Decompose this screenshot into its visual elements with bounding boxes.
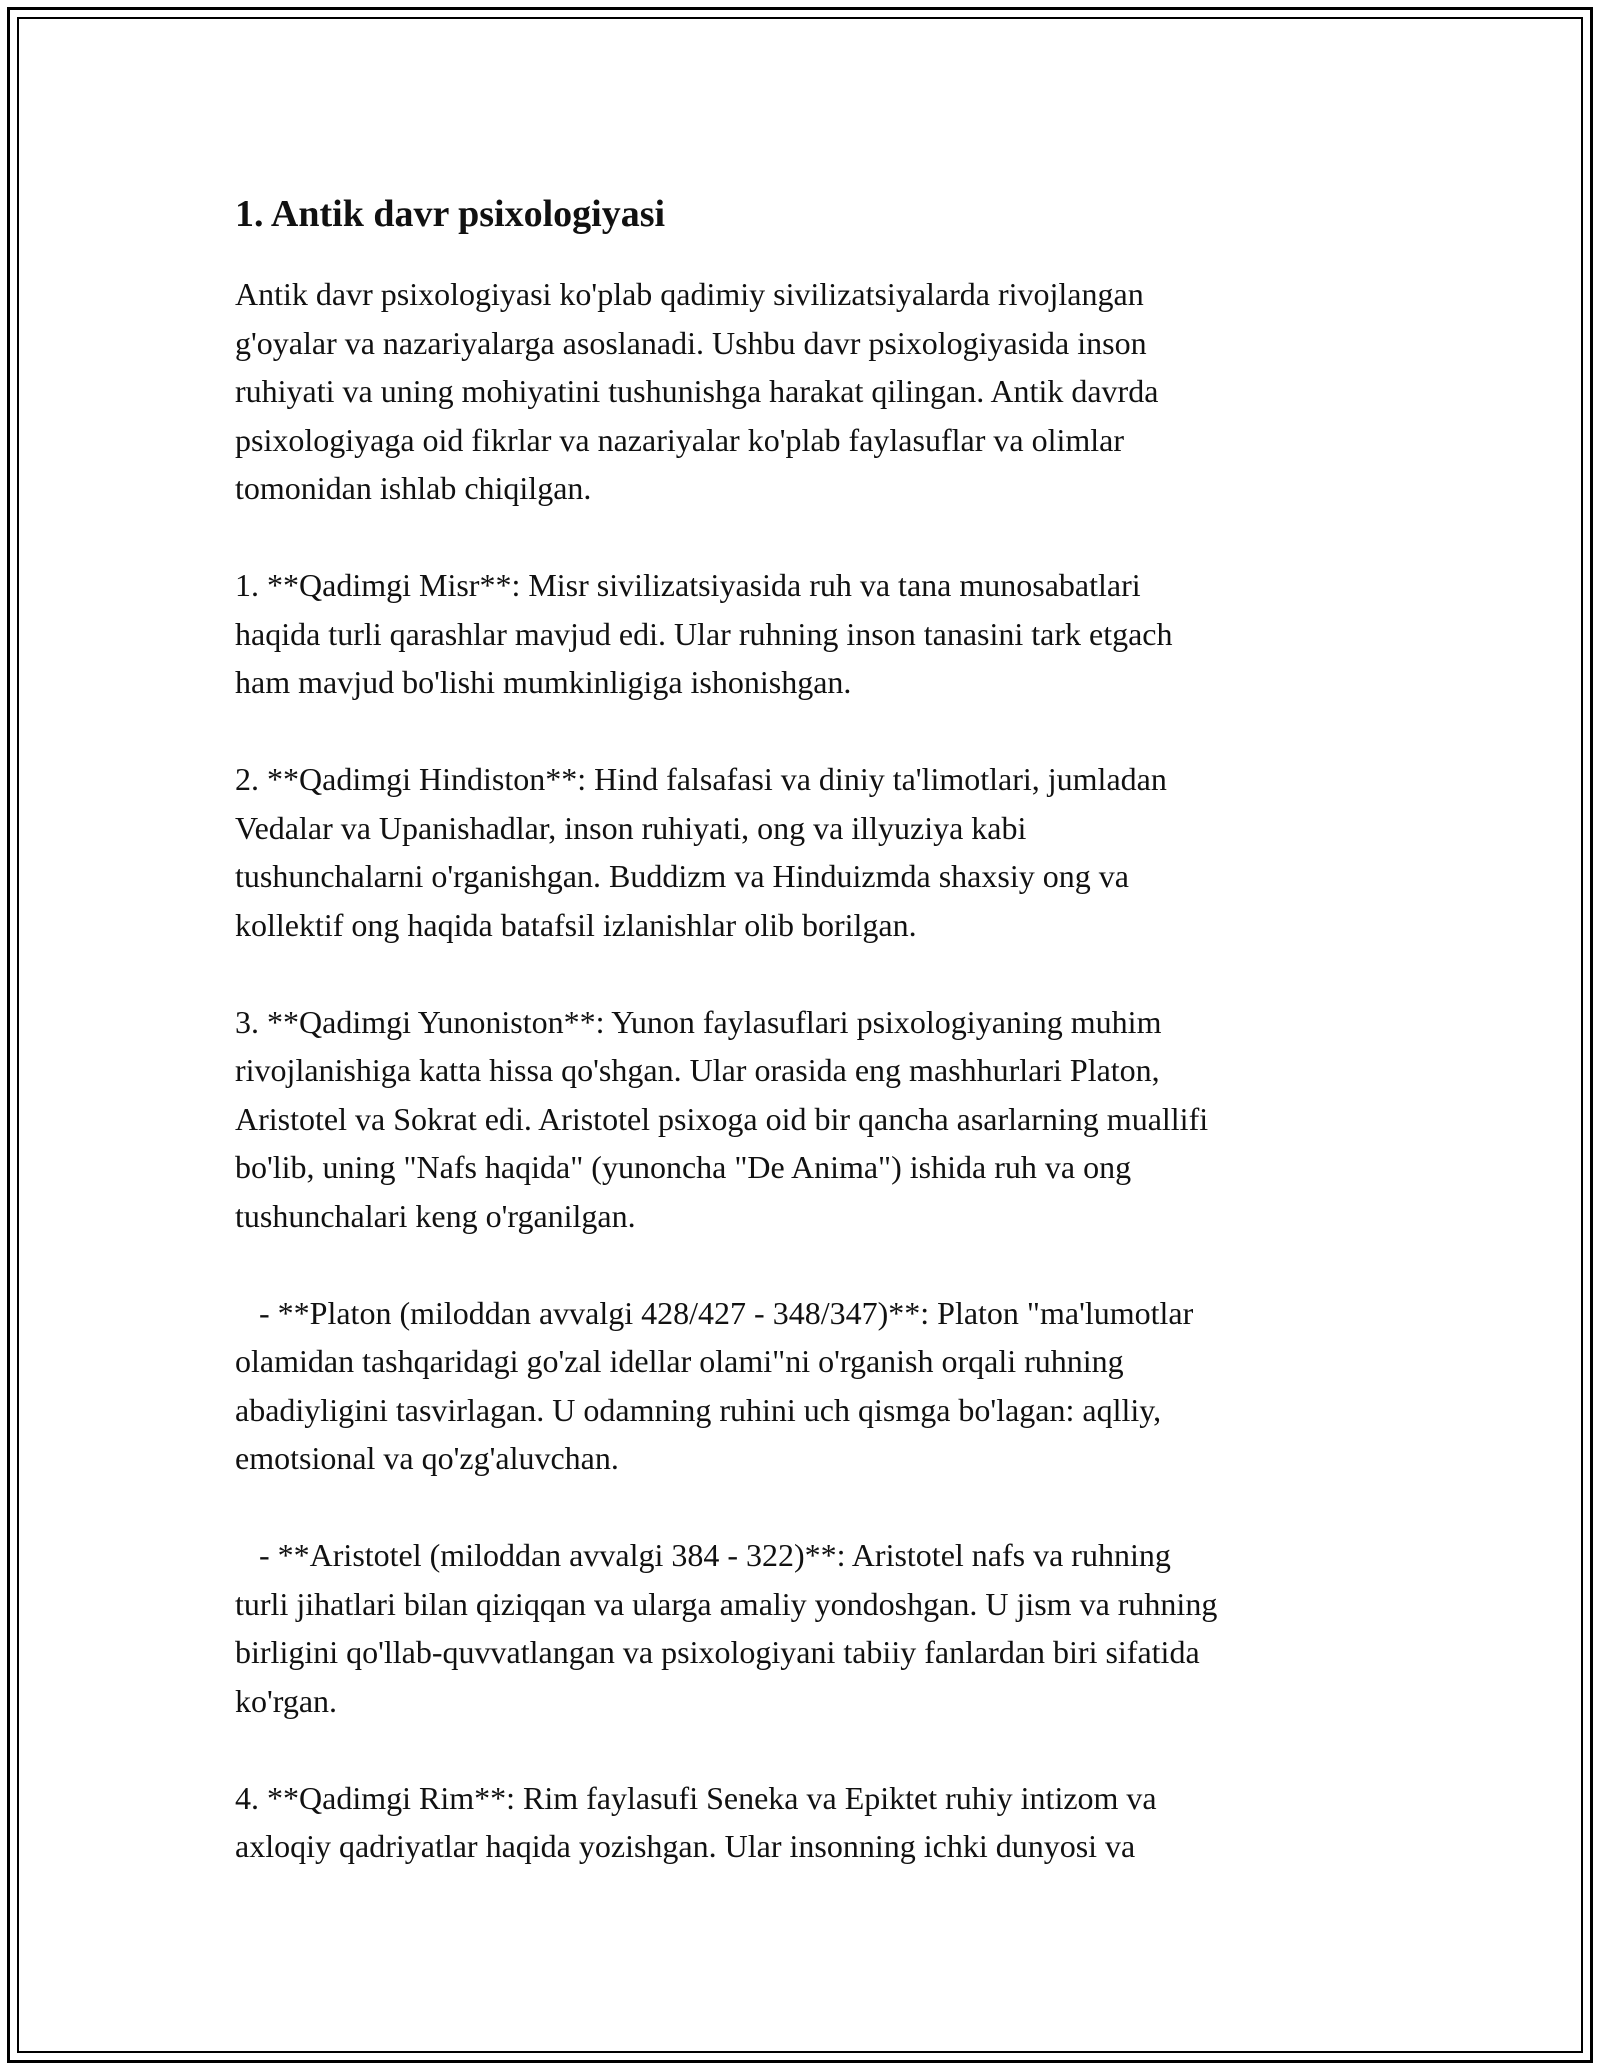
text-line: abadiyligini tasvirlagan. U odamning ruhini uch qismga bo'lagan: aqlliy,: [235, 1391, 1162, 1428]
paragraph: [235, 270, 1375, 513]
paragraph-list: [235, 270, 1375, 1871]
paragraph: [235, 1774, 1375, 1871]
text-line: g'oyalar va nazariyalarga asoslanadi. Ushbu davr psixologiyasida inson: [235, 324, 1147, 361]
document-body: [235, 184, 1375, 1919]
text-line: tushunchalarni o'rganishgan. Buddizm va Hinduizmda shaxsiy ong va: [235, 858, 1129, 894]
text-line: - **Platon (miloddan avvalgi 428/427 - 348/347)**: Platon "ma'lumotlar: [235, 1294, 1194, 1331]
paragraph: [235, 1289, 1375, 1483]
paragraph: [235, 998, 1375, 1241]
text-line: kollektif ong haqida batafsil izlanishlar olib borilgan.: [235, 906, 917, 943]
text-line: olamidan tashqaridagi go'zal idellar olami"ni o'rganish orqali ruhning: [235, 1343, 1124, 1379]
text-line: 4. **Qadimgi Rim**: Rim faylasufi Seneka va Epiktet ruhiy intizom va: [235, 1779, 1157, 1816]
text-line: ko'rgan.: [235, 1682, 338, 1719]
paragraph: [235, 1531, 1375, 1725]
text-line: 3. **Qadimgi Yunoniston**: Yunon faylasuflari psixologiyaning muhim: [235, 1003, 1162, 1040]
paragraph: [235, 755, 1375, 949]
text-line: bo'lib, uning "Nafs haqida" (yunoncha "De Anima") ishida ruh va ong: [235, 1149, 1132, 1185]
text-line: 2. **Qadimgi Hindiston**: Hind falsafasi va diniy ta'limotlari, jumladan: [235, 761, 1167, 797]
text-line: emotsional va qo'zg'aluvchan.: [235, 1440, 619, 1476]
text-line: Aristotel va Sokrat edi. Aristotel psixoga oid bir qancha asarlarning muallifi: [235, 1100, 1209, 1137]
text-line: Vedalar va Upanishadlar, inson ruhiyati, ong va illyuziya kabi: [235, 809, 1027, 846]
text-line: turli jihatlari bilan qiziqqan va ularga amaliy yondoshgan. U jism va ruhning: [235, 1585, 1218, 1622]
text-line: tushunchalari keng o'rganilgan.: [235, 1197, 636, 1234]
text-line: rivojlanishiga katta hissa qo'shgan. Ular orasida eng mashhurlari Platon,: [235, 1052, 1160, 1088]
text-line: haqida turli qarashlar mavjud edi. Ular ruhning inson tanasini tark etgach: [235, 615, 1173, 652]
text-line: axloqiy qadriyatlar haqida yozishgan. Ular insonning ichki dunyosi va: [235, 1828, 1136, 1864]
text-line: ruhiyati va uning mohiyatini tushunishga harakat qilingan. Antik davrda: [235, 373, 1159, 409]
text-line: birligini qo'llab-quvvatlangan va psixologiyani tabiiy fanlardan biri sifatida: [235, 1634, 1200, 1670]
text-line: - **Aristotel (miloddan avvalgi 384 - 322)**: Aristotel nafs va ruhning: [235, 1537, 1171, 1573]
text-line: psixologiyaga oid fikrlar va nazariyalar ko'plab faylasuflar va olimlar: [235, 421, 1124, 458]
text-line: Antik davr psixologiyasi ko'plab qadimiy sivilizatsiyalarda rivojlangan: [235, 276, 1144, 312]
paragraph: [235, 561, 1375, 707]
text-line: tomonidan ishlab chiqilgan.: [235, 470, 592, 506]
text-line: 1. **Qadimgi Misr**: Misr sivilizatsiyasida ruh va tana munosabatlari: [235, 567, 1141, 603]
text-line: ham mavjud bo'lishi mumkinligiga ishonishgan.: [235, 664, 852, 700]
section-heading: 1. Antik davr psixologiyasi: [235, 193, 666, 235]
